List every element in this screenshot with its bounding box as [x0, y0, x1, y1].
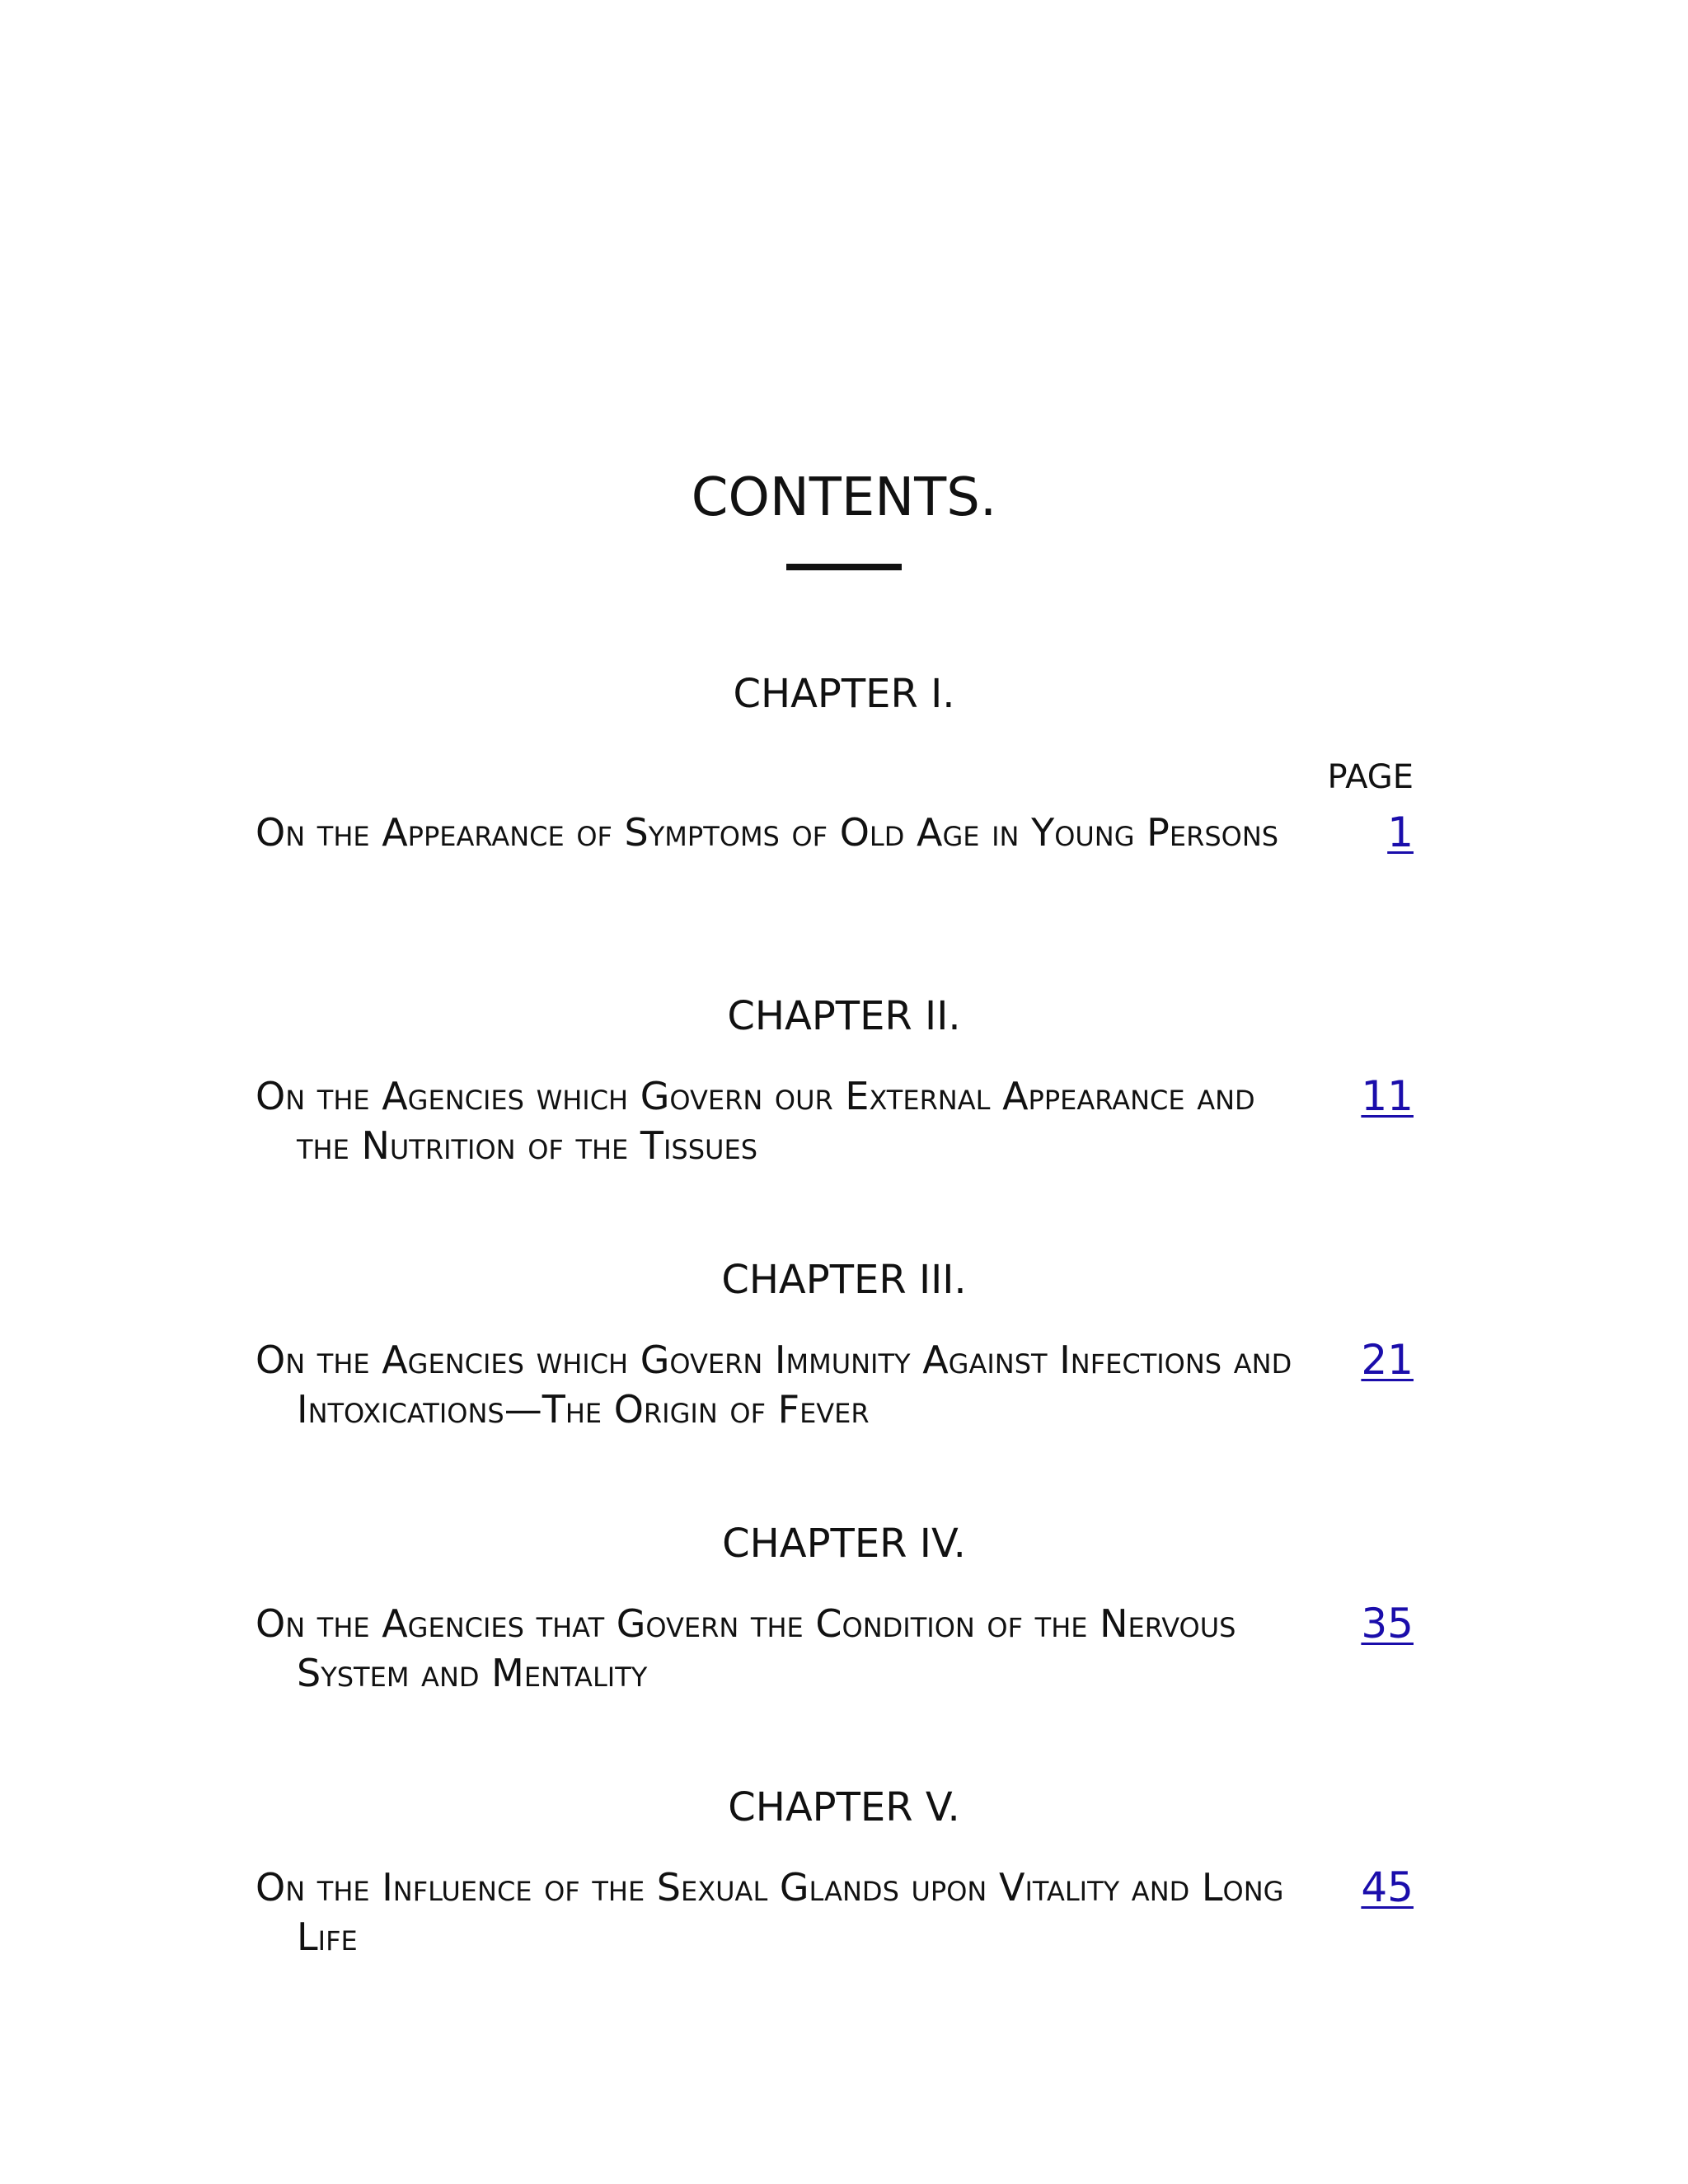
- chapter-heading-5: CHAPTER V.: [728, 1784, 960, 1830]
- chapter-page-link-1[interactable]: 1: [1387, 808, 1414, 856]
- page-column-label: PAGE: [1327, 758, 1414, 796]
- chapter-heading-4: CHAPTER IV.: [722, 1521, 966, 1567]
- chapter-page-link-3[interactable]: 21: [1361, 1336, 1414, 1384]
- chapter-heading-3: CHAPTER III.: [721, 1257, 967, 1303]
- chapter-heading-2: CHAPTER II.: [727, 993, 961, 1039]
- chapter-page-link-4[interactable]: 35: [1361, 1600, 1414, 1647]
- title-rule: [786, 564, 902, 570]
- chapter-title-4: On the Agencies that Govern the Condition of the Nervous System and Mentality: [256, 1601, 1236, 1695]
- chapter-title-2: On the Agencies which Govern our External Appearance and the Nutrition of the Tissues: [256, 1074, 1255, 1168]
- page-title: CONTENTS.: [691, 467, 997, 528]
- chapter-title-1: On the Appearance of Symptoms of Old Age in Young Persons: [256, 810, 1279, 855]
- chapter-heading-1: CHAPTER I.: [733, 671, 955, 717]
- chapter-page-link-5[interactable]: 45: [1361, 1863, 1414, 1911]
- chapter-page-link-2[interactable]: 11: [1361, 1072, 1414, 1120]
- chapter-title-5: On the Influence of the Sexual Glands upon Vitality and Long Life: [256, 1865, 1284, 1959]
- chapter-title-3: On the Agencies which Govern Immunity Against Infections and Intoxications—The Origin of Fever: [256, 1338, 1292, 1432]
